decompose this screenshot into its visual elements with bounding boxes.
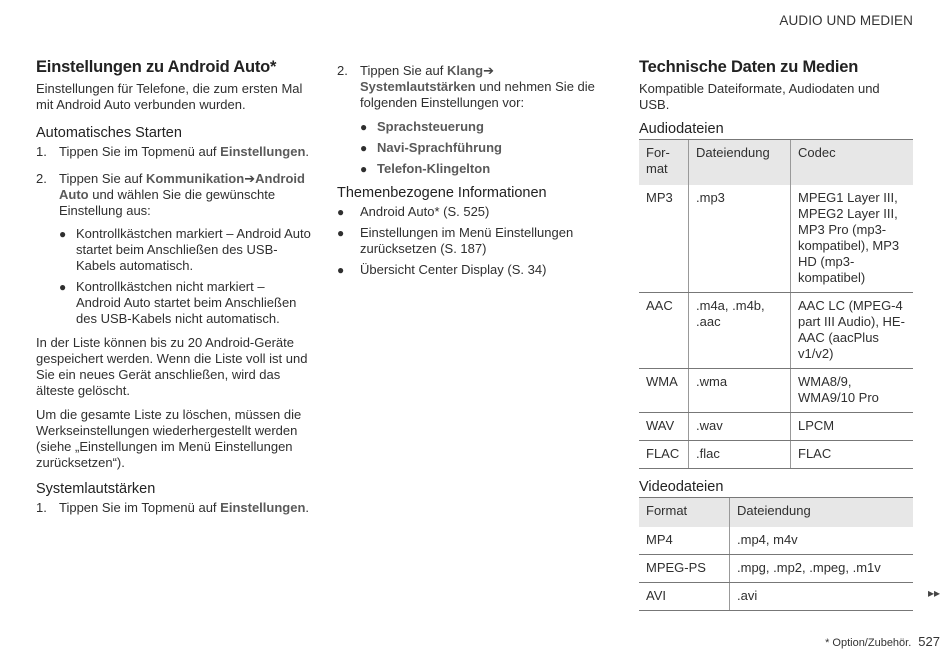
step-text: Tippen Sie im Topmenü auf <box>59 500 221 515</box>
column-header-codec: Codec <box>791 140 914 186</box>
list-item <box>360 140 617 156</box>
table-row <box>639 555 913 583</box>
bullet-icon: ● <box>360 162 368 176</box>
related-link-text[interactable]: Android Auto* (S. 525) <box>360 204 490 219</box>
table-cell: .flac <box>689 441 791 469</box>
step-item <box>36 171 311 327</box>
bullet-icon: ● <box>337 263 345 277</box>
step-number: 2. <box>36 171 47 186</box>
table-header-row <box>639 140 913 186</box>
setting-navigation-voice: Navi-Sprachführung <box>377 140 502 155</box>
table-cell: MP3 <box>639 185 689 293</box>
android-auto-intro: Einstellungen für Telefone, die zum ersten Mal mit Android Auto verbunden wurden. <box>36 81 303 112</box>
arrow-right-icon: ➔ <box>244 171 256 186</box>
device-list-paragraph: In der Liste können bis zu 20 Android-Geräte gespeichert werden. Wenn die Liste voll ist und Sie ein neues Gerät anschließen, wird das älteste gelöscht. <box>36 335 308 398</box>
related-link[interactable] <box>337 225 617 257</box>
auto-start-options <box>59 226 311 327</box>
menu-term-settings: Einstellungen <box>220 500 306 515</box>
list-item <box>59 279 311 327</box>
bullet-icon: ● <box>59 227 67 241</box>
page-number: 527 <box>918 634 940 649</box>
media-specs-intro: Kompatible Dateiformate, Audiodaten und USB. <box>639 81 880 112</box>
step-item <box>337 63 617 177</box>
step-text: Tippen Sie auf <box>59 171 146 186</box>
table-header-row <box>639 498 913 528</box>
related-link-text[interactable]: Einstellungen im Menü Einstellungen zurücksetzen (S. 187) <box>360 225 574 256</box>
auto-start-heading: Automatisches Starten <box>36 125 182 141</box>
table-cell: .mp3 <box>689 185 791 293</box>
system-volume-steps <box>36 500 311 516</box>
setting-voice-control: Sprachsteuerung <box>377 119 484 134</box>
column-2 <box>337 63 617 283</box>
related-link[interactable] <box>337 204 617 220</box>
page-footer <box>825 634 940 649</box>
table-row <box>639 441 913 469</box>
list-item <box>59 226 311 274</box>
auto-start-steps <box>36 144 311 327</box>
bullet-icon: ● <box>337 226 345 240</box>
table-cell: MPEG-PS <box>639 555 730 583</box>
list-item <box>360 119 617 135</box>
table-cell: WMA8/9, WMA9/10 Pro <box>791 369 914 413</box>
table-cell: .m4a, .m4b, .aac <box>689 293 791 369</box>
table-cell: AVI <box>639 583 730 611</box>
menu-term-communication: Kommunikation <box>145 171 245 186</box>
setting-phone-ringtone: Telefon-Klingelton <box>377 161 491 176</box>
option-text: Kontrollkästchen nicht markiert – Android Auto startet beim Anschließen des USB-Kabels nicht automatisch. <box>76 279 297 326</box>
table-row <box>639 369 913 413</box>
related-link[interactable] <box>337 262 617 278</box>
video-files-label: Videodateien <box>639 479 724 495</box>
table-cell: .mp4, m4v <box>730 527 914 555</box>
column-header-extension: Dateiendung <box>689 140 791 186</box>
table-cell: LPCM <box>791 413 914 441</box>
option-text: Kontrollkästchen markiert – Android Auto startet beim Anschließen des USB-Kabels automatisch. <box>76 226 311 273</box>
table-row <box>639 185 913 293</box>
bullet-icon: ● <box>337 205 345 219</box>
table-cell: .wav <box>689 413 791 441</box>
table-cell: .mpg, .mp2, .mpeg, .m1v <box>730 555 914 583</box>
related-link-text[interactable]: Übersicht Center Display (S. 34) <box>360 262 547 277</box>
table-row <box>639 293 913 369</box>
table-row <box>639 527 913 555</box>
step-item <box>36 500 311 516</box>
table-cell: AAC <box>639 293 689 369</box>
step-text: Tippen Sie auf <box>360 63 447 78</box>
step-text-end: und wählen Sie die gewünschte Einstellung aus: <box>59 187 276 218</box>
table-cell: FLAC <box>639 441 689 469</box>
step-number: 2. <box>337 63 348 78</box>
arrow-right-icon: ➔ <box>483 63 494 78</box>
table-cell: AAC LC (MPEG-4 part III Audio), HE-AAC (aacPlus v1/v2) <box>791 293 914 369</box>
column-header-format: For-mat <box>639 140 689 186</box>
column-header-extension: Dateiendung <box>730 498 914 528</box>
column-3 <box>639 58 913 611</box>
step-text-end: . <box>305 144 310 159</box>
table-cell: .avi <box>730 583 914 611</box>
table-cell: MPEG1 Layer III, MPEG2 Layer III, MP3 Pro (mp3-kompatibel), MP3 HD (mp3-kompatibel) <box>791 185 914 293</box>
step-item <box>36 144 311 160</box>
table-cell: WMA <box>639 369 689 413</box>
related-info-list <box>337 204 617 278</box>
step-text-end: . <box>305 500 310 515</box>
section-header: AUDIO UND MEDIEN <box>779 13 913 28</box>
footnote-option: * Option/Zubehör. <box>825 637 912 649</box>
system-volume-steps-continued <box>337 63 617 177</box>
volume-settings-list <box>360 119 617 177</box>
menu-term-android-auto: Android Auto <box>59 171 305 202</box>
table-cell: FLAC <box>791 441 914 469</box>
media-specs-title: Technische Daten zu Medien <box>639 58 859 76</box>
bullet-icon: ● <box>360 141 368 155</box>
table-cell: WAV <box>639 413 689 441</box>
table-cell: .wma <box>689 369 791 413</box>
table-cell: MP4 <box>639 527 730 555</box>
menu-term-settings: Einstellungen <box>220 144 306 159</box>
step-number: 1. <box>36 144 47 159</box>
step-text: Tippen Sie im Topmenü auf <box>59 144 221 159</box>
related-info-heading: Themenbezogene Informationen <box>337 185 547 201</box>
table-row <box>639 413 913 441</box>
bullet-icon: ● <box>360 120 368 134</box>
step-text-end: und nehmen Sie die folgenden Einstellungen vor: <box>360 79 595 110</box>
menu-term-system-volumes: Systemlautstärken <box>360 79 476 94</box>
column-1 <box>36 58 311 527</box>
system-volume-heading: Systemlautstärken <box>36 481 156 497</box>
reset-list-paragraph: Um die gesamte Liste zu löschen, müssen die Werkseinstellungen wiederhergestellt werden (siehe „Einstellungen im Menü Einstellungen zurücksetzen“). <box>36 407 302 470</box>
column-header-format: Format <box>639 498 730 528</box>
double-chevron-right-icon[interactable]: ▸▸ <box>927 586 940 600</box>
bullet-icon: ● <box>59 280 67 294</box>
list-item <box>360 161 617 177</box>
step-number: 1. <box>36 500 47 515</box>
audio-formats-table <box>639 139 913 469</box>
android-auto-settings-title: Einstellungen zu Android Auto* <box>36 58 277 76</box>
table-row <box>639 583 913 611</box>
menu-term-sound: Klang <box>446 63 484 78</box>
audio-files-label: Audiodateien <box>639 121 724 137</box>
video-formats-table <box>639 497 913 611</box>
